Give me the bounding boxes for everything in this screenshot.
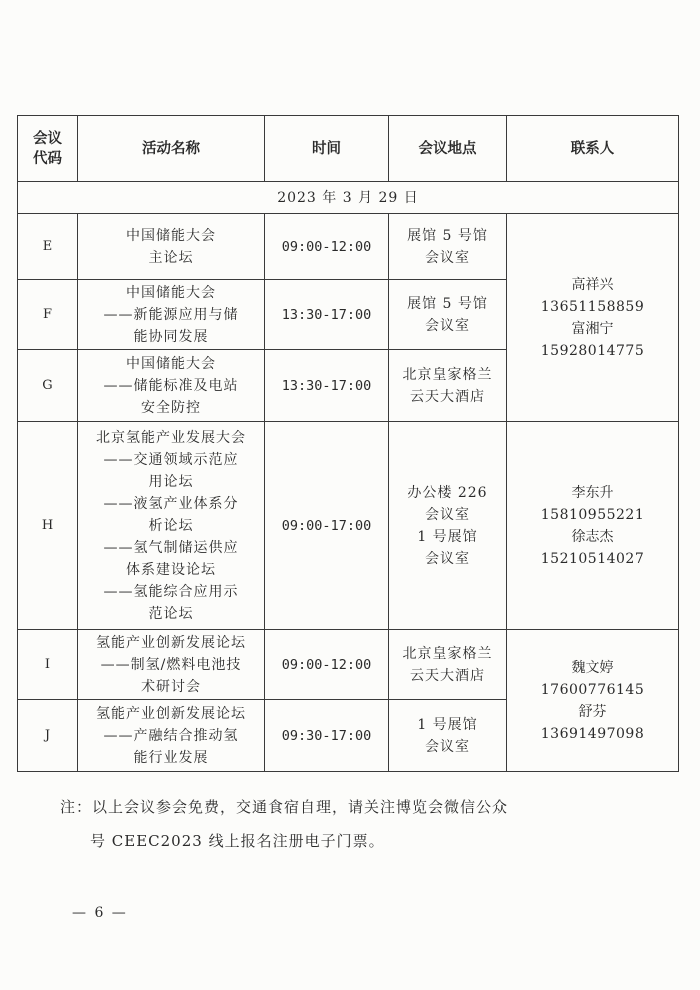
row-name [78,214,265,280]
row-time: 09:00-12:00 [265,214,389,280]
contact-name: 李东升 [571,484,614,501]
row-time: 09:00-17:00 [265,422,389,630]
row-code: J [18,700,78,772]
row-location [389,350,507,422]
row-name [78,630,265,700]
row-time: 09:00-12:00 [265,630,389,700]
location-line: 办公楼 226 [407,484,488,501]
page-number: — 6 — [72,905,128,921]
row-name [78,422,265,630]
location-line: 展馆 5 号馆 [407,295,488,312]
row-time: 09:30-17:00 [265,700,389,772]
name-line: ——储能标准及电站 [103,377,239,394]
contact-name: 高祥兴 [571,276,614,293]
location-line: 展馆 5 号馆 [407,227,488,244]
location-line: 1 号展馆 [417,528,478,545]
row-name [78,280,265,350]
header-location: 会议地点 [389,116,507,182]
location-line: 会议室 [425,738,470,755]
contact-name: 富湘宁 [571,320,614,337]
location-line: 会议室 [425,550,470,567]
name-line: 用论坛 [148,473,194,490]
header-code [18,116,78,182]
location-line: 云天大酒店 [410,667,485,684]
header-time: 时间 [265,116,389,182]
row-name [78,700,265,772]
name-line: 能协同发展 [133,328,209,345]
contact-name: 魏文婷 [571,659,614,676]
name-line: 范论坛 [148,605,194,622]
footnote [60,790,660,858]
name-line: 氢能产业创新发展论坛 [96,705,246,722]
name-line: 北京氢能产业发展大会 [96,429,246,446]
row-location [389,700,507,772]
name-line: 氢能产业创新发展论坛 [96,634,246,651]
name-line: 中国储能大会 [126,284,216,301]
header-row [18,116,679,182]
location-line: 会议室 [425,506,470,523]
name-line: ——新能源应用与储 [103,306,239,323]
name-line: 析论坛 [148,517,194,534]
contact-phone: 13651158859 [540,298,645,315]
contact-phone: 15928014775 [540,342,645,359]
schedule-table [17,115,679,772]
name-line: 主论坛 [148,249,194,266]
contact-phone: 17600776145 [540,681,645,698]
row-location [389,422,507,630]
location-line: 北京皇家格兰 [402,366,493,383]
contact-phone: 13691497098 [540,725,645,742]
row-name [78,350,265,422]
location-line: 1 号展馆 [417,716,478,733]
name-line: 中国储能大会 [126,227,216,244]
name-line: ——制氢/燃料电池技 [100,656,242,673]
row-code: H [18,422,78,630]
row-location [389,214,507,280]
table-row [18,214,679,280]
row-location [389,280,507,350]
contact-cell-h [507,422,679,630]
name-line: 中国储能大会 [126,355,216,372]
table-row [18,422,679,630]
contact-cell-ij [507,630,679,772]
name-line: 安全防控 [141,399,201,416]
name-line: ——液氢产业体系分 [103,495,239,512]
row-time: 13:30-17:00 [265,280,389,350]
name-line: ——氢气制储运供应 [103,539,239,556]
name-line: 能行业发展 [133,749,209,766]
table-row [18,630,679,700]
name-line: 术研讨会 [141,678,201,695]
row-time: 13:30-17:00 [265,350,389,422]
location-line: 会议室 [425,317,470,334]
location-line: 云天大酒店 [410,388,485,405]
date-cell: 2023 年 3 月 29 日 [18,182,679,214]
row-code: G [18,350,78,422]
date-row [18,182,679,214]
footnote-line1: 注：以上会议参会免费，交通食宿自理，请关注博览会微信公众 [60,798,509,816]
contact-phone: 15810955221 [540,506,645,523]
location-line: 会议室 [425,249,470,266]
location-line: 北京皇家格兰 [402,645,493,662]
row-location [389,630,507,700]
contact-phone: 15210514027 [540,550,645,567]
contact-cell-efg [507,214,679,422]
header-name: 活动名称 [78,116,265,182]
footnote-line2: 号 CEEC2023 线上报名注册电子门票。 [90,832,385,850]
header-contact: 联系人 [507,116,679,182]
header-code-line2: 代码 [33,149,62,167]
name-line: ——交通领域示范应 [103,451,239,468]
name-line: ——氢能综合应用示 [103,583,239,600]
header-code-line1: 会议 [33,129,62,147]
row-code: I [18,630,78,700]
row-code: E [18,214,78,280]
contact-name: 徐志杰 [571,528,614,545]
contact-name: 舒芬 [578,703,607,720]
name-line: 体系建设论坛 [126,561,216,578]
name-line: ——产融结合推动氢 [103,727,239,744]
row-code: F [18,280,78,350]
